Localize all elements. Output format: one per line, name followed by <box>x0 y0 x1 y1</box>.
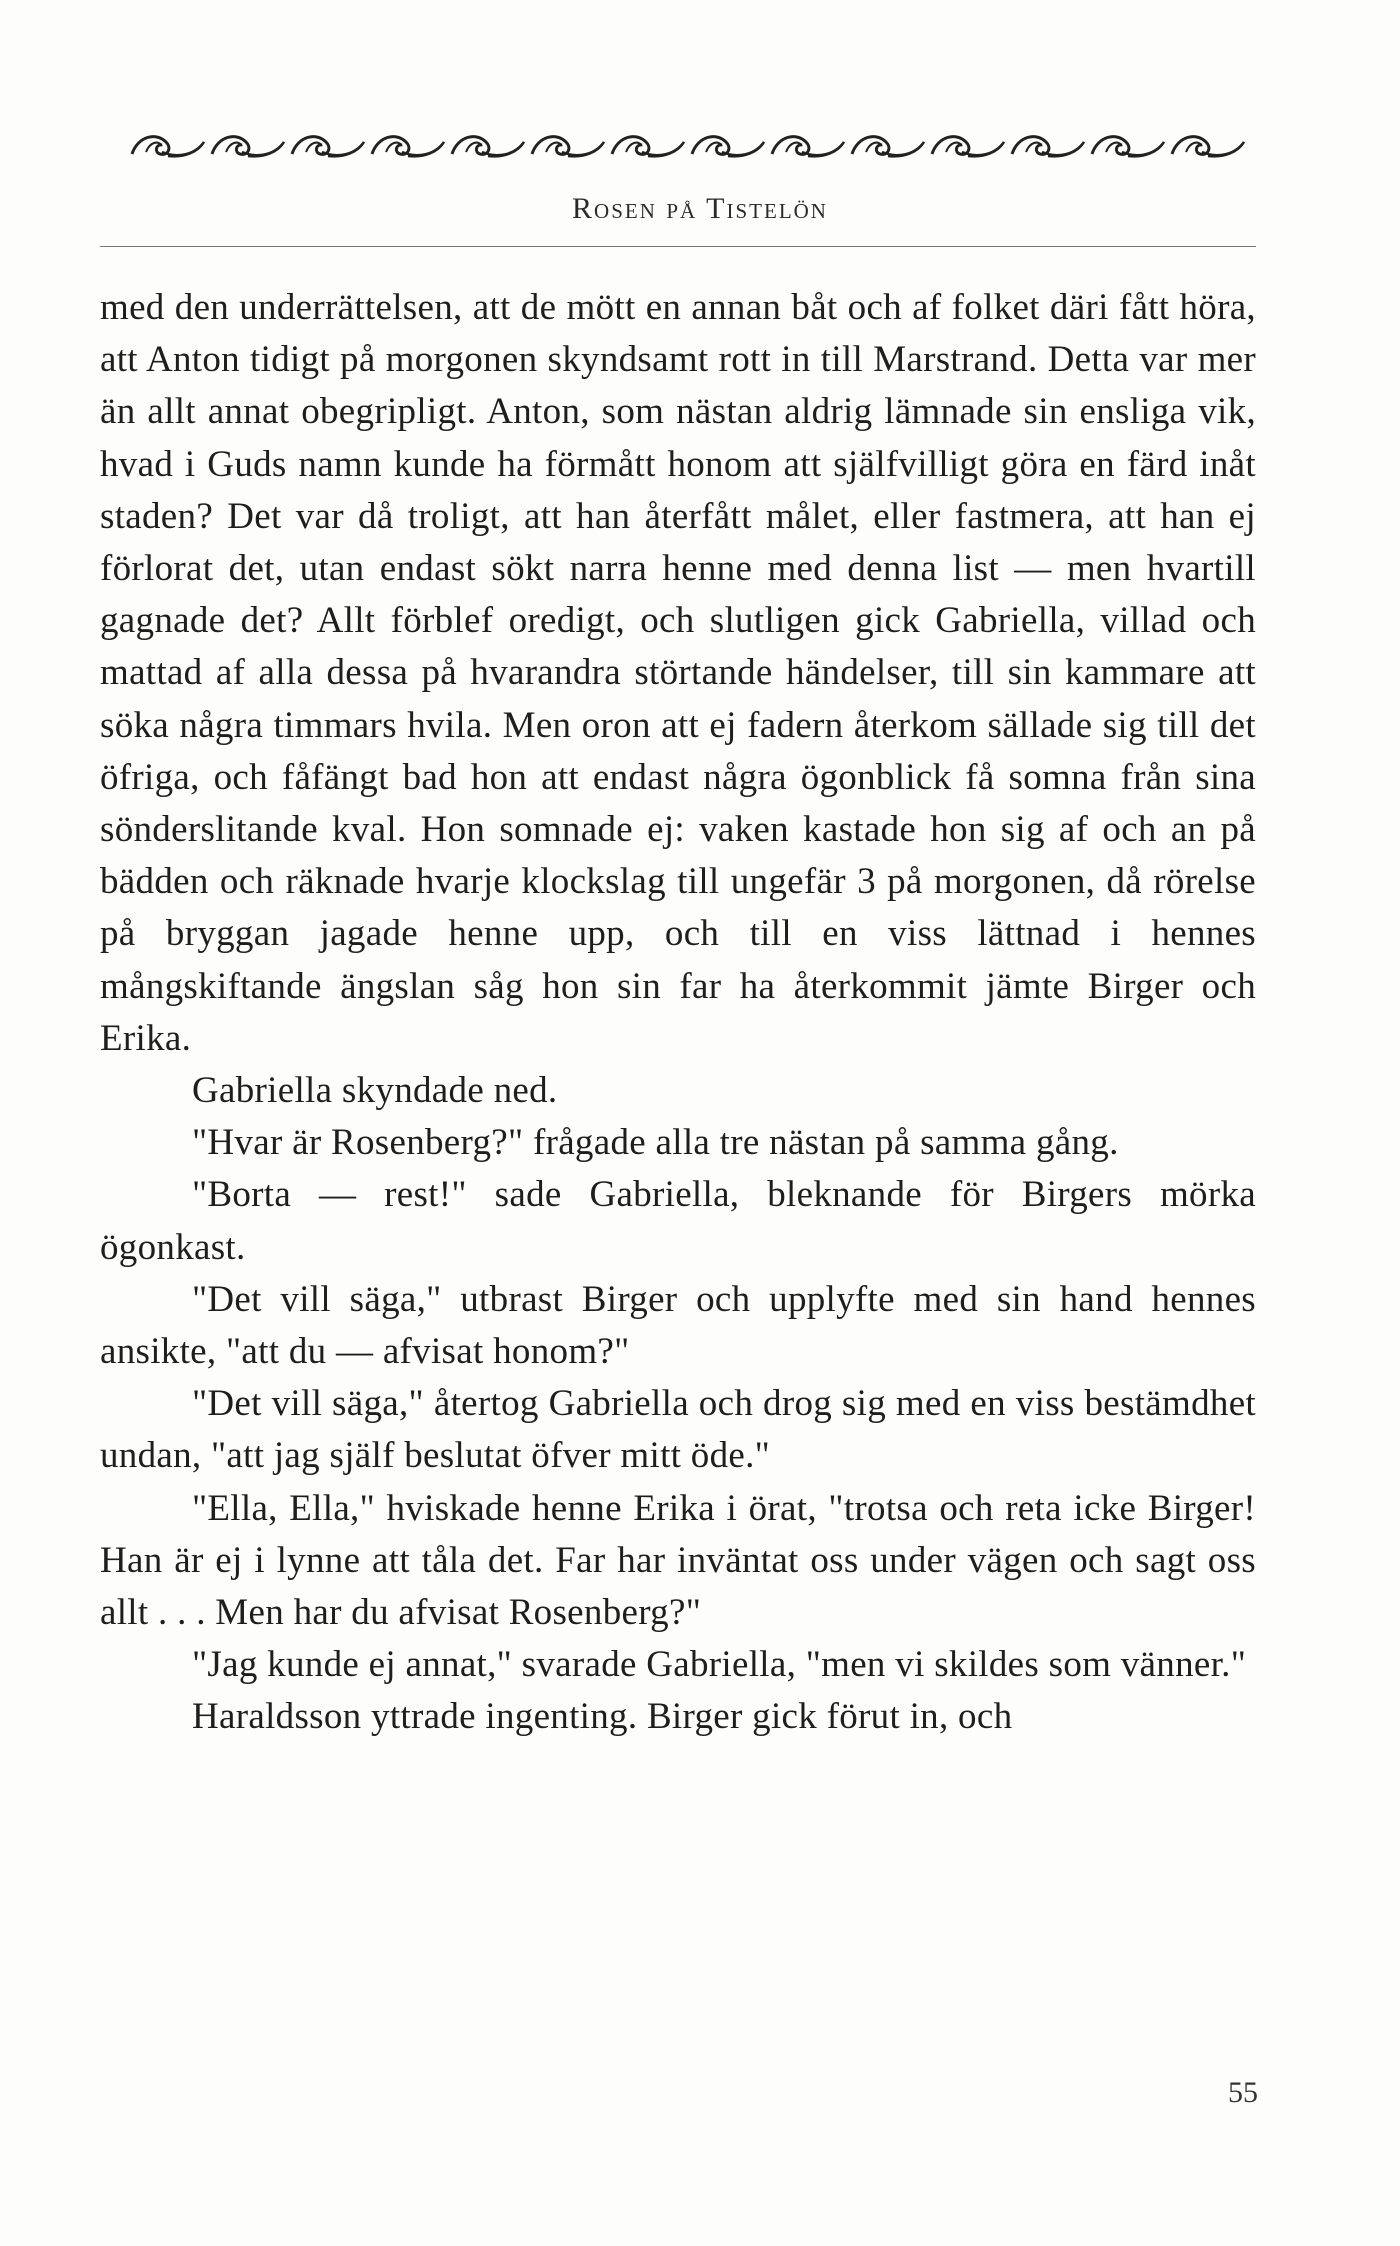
paragraph: "Ella, Ella," hviskade henne Erika i örat, "trotsa och reta icke Birger! Han är ej i lynne att tåla det. Far har inväntat oss under vägen och sagt oss allt . . . Men har du afvisat Rosenberg?" <box>100 1487 1256 1634</box>
paragraph: med den underrättelsen, att de mött en annan båt och af folket däri fått höra, att Anton tidigt på morgonen skyndsamt rott in till Marstrand. Detta var mer än allt annat obegripligt. Anton, som nästan aldrig lämnade sin ensliga vik, hvad i Guds namn kunde ha förmått honom att själfvilligt göra en färd inåt staden? Det var då troligt, att han återfått målet, eller fastmera, att han ej förlorat det, utan endast sökt narra henne med denna list — men hvartill gagnade det? Allt förblef oredigt, och slutligen gick Gabriella, villad och mattad af alla dessa på hvarandra störtande händelser, till sin kammare att söka några timmars hvila. Men oron att ej fadern återkom sällade sig till det öfriga, och fåfängt bad hon att endast några ögonblick få somna från sina sönderslitande kval. Hon somnade ej: vaken kastade hon sig af och an på bädden och räknade hvarje klockslag till ungefär 3 på morgonen, då rörelse på bryggan jagade henne upp, och till en viss lättnad i hennes mångskiftande ängslan såg hon sin far ha återkommit jämte Birger och Erika. <box>100 287 1256 1059</box>
paragraph: Haraldsson yttrade ingenting. Birger gick förut in, och <box>192 1696 1013 1738</box>
paragraph: "Jag kunde ej annat," svarade Gabriella, "men vi skildes som vänner." <box>192 1644 1247 1686</box>
paragraph: Gabriella skyndade ned. <box>192 1070 558 1112</box>
paragraph: "Borta — rest!" sade Gabriella, bleknande för Birgers mörka ögonkast. <box>100 1174 1256 1268</box>
page-number: 55 <box>1228 2076 1258 2109</box>
body-text <box>100 282 1256 1744</box>
running-title: Rosen på Tistelön <box>572 192 828 225</box>
paragraph: "Det vill säga," utbrast Birger och upplyfte med sin hand hennes ansikte, "att du — afvisat honom?" <box>100 1278 1256 1373</box>
scroll-wave-border-ornament-icon <box>128 128 1256 162</box>
paragraph: "Hvar är Rosenberg?" frågade alla tre nästan på samma gång. <box>192 1122 1119 1164</box>
header-rule <box>100 246 1256 247</box>
paragraph: "Det vill säga," återtog Gabriella och drog sig med en viss bestämdhet undan, "att jag själf beslutat öfver mitt öde." <box>100 1383 1256 1477</box>
